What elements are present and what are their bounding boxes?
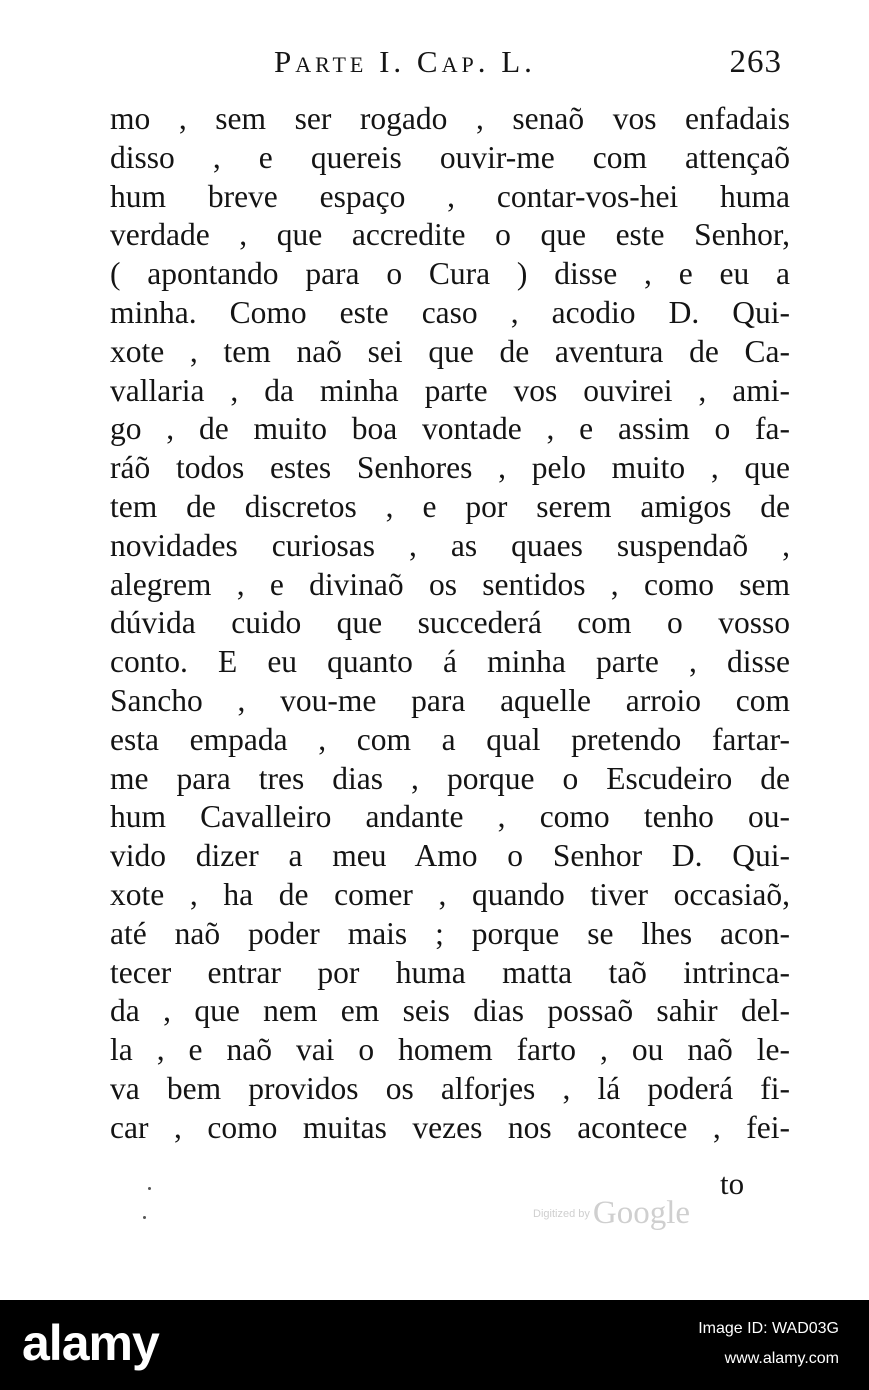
- text-line: ráõ todos estes Senhores , pelo muito , que: [110, 450, 790, 486]
- text-line: vallaria , da minha parte vos ouvirei , ami-: [110, 372, 790, 408]
- page-number: 263: [729, 44, 782, 80]
- text-line: dúvida cuido que succederá com o vosso: [110, 605, 790, 641]
- text-line: verdade , que accredite o que este Senhor,: [110, 217, 790, 253]
- text-line: tem de discretos , e por serem amigos de: [110, 488, 790, 524]
- text-line: conto. E eu quanto á minha parte , disse: [110, 644, 790, 680]
- text-line: da , que nem em seis dias possaõ sahir del-: [110, 993, 790, 1029]
- text-line: car , como muitas vezes nos acontece , fei-: [110, 1109, 790, 1145]
- text-line: hum breve espaço , contar-vos-hei huma: [110, 178, 790, 214]
- text-line: va bem providos os alforjes , lá poderá fi-: [110, 1070, 790, 1106]
- print-speck: [148, 1187, 151, 1190]
- catchword: to: [720, 1166, 745, 1201]
- text-line: novidades curiosas , as quaes suspendaõ ,: [110, 527, 790, 563]
- print-speck: [143, 1216, 146, 1219]
- chapter-heading: Parte I. Cap. L.: [274, 44, 536, 79]
- google-logo: Google: [592, 1195, 691, 1231]
- text-line: alegrem , e divinaõ os sentidos , como sem: [110, 566, 790, 602]
- digitized-by-label: Digitized by: [533, 1207, 590, 1220]
- text-line: disso , e quereis ouvir-me com attençaõ: [110, 139, 790, 175]
- google-watermark: [533, 1195, 690, 1235]
- text-line: esta empada , com a qual pretendo fartar-: [110, 721, 790, 757]
- stock-banner: [0, 1300, 869, 1390]
- text-line: tecer entrar por huma matta taõ intrinca-: [110, 954, 790, 990]
- text-line: minha. Como este caso , acodio D. Qui-: [110, 294, 790, 330]
- text-line: Sancho , vou-me para aquelle arroio com: [110, 682, 790, 718]
- text-line: hum Cavalleiro andante , como tenho ou-: [110, 799, 790, 835]
- site-url: www.alamy.com: [724, 1350, 839, 1367]
- image-id-label: Image ID: WAD03G: [698, 1320, 839, 1337]
- text-line: ( apontando para o Cura ) disse , e eu a: [110, 256, 790, 292]
- text-line: xote , ha de comer , quando tiver occasiaõ,: [110, 876, 790, 912]
- text-line: xote , tem naõ sei que de aventura de Ca-: [110, 333, 790, 369]
- running-head: [262, 44, 782, 88]
- alamy-logo: alamy: [22, 1315, 159, 1371]
- body-text: [110, 100, 790, 1148]
- text-line: go , de muito boa vontade , e assim o fa-: [110, 411, 790, 447]
- text-line: me para tres dias , porque o Escudeiro de: [110, 760, 790, 796]
- text-line: mo , sem ser rogado , senaõ vos enfadais: [110, 101, 790, 136]
- text-line: vido dizer a meu Amo o Senhor D. Qui-: [110, 838, 790, 874]
- text-line: até naõ poder mais ; porque se lhes acon-: [110, 915, 790, 951]
- text-line: la , e naõ vai o homem farto , ou naõ le-: [110, 1032, 790, 1068]
